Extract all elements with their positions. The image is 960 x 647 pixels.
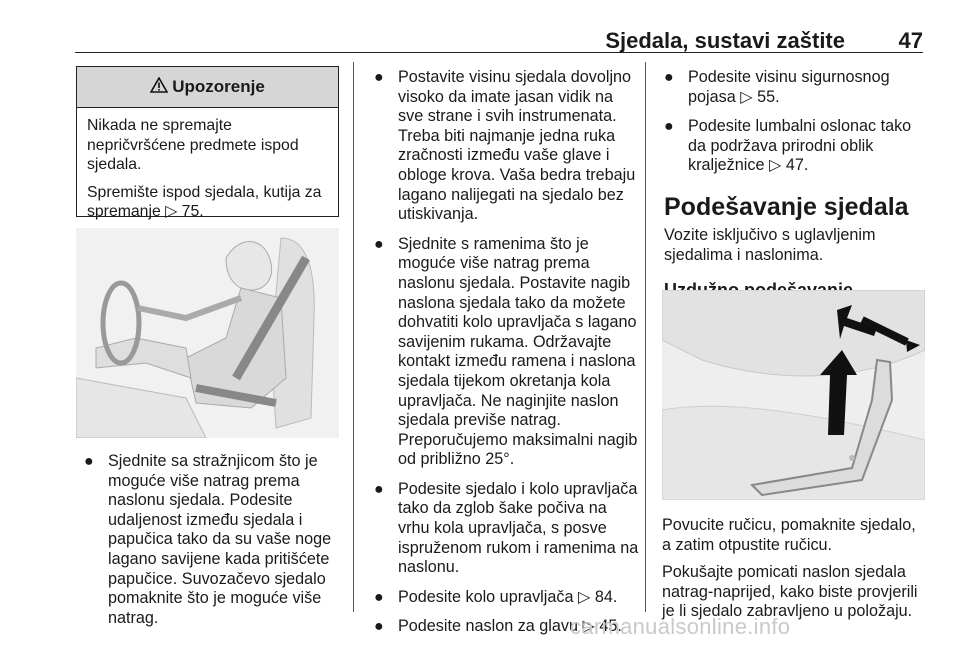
warning-header bbox=[77, 67, 338, 108]
watermark: carmanualsonline.info bbox=[570, 614, 791, 639]
list-item: ● Podesite lumbalni oslonac tako da podržava prirodni oblik kralježnice ▷ 47. bbox=[664, 117, 912, 175]
column-divider bbox=[353, 62, 354, 612]
list-item: ● Sjednite sa stražnjicom što je moguće više natrag prema naslonu sjedala. Podesite udaljenost između sjedala i papučica tako da su vaše noge lagano savijene kada pritišćete papučice. Suvozačevo sjedalo pomaknite što je moguće više natrag. bbox=[84, 452, 332, 627]
list-item: ● Sjednite s ramenima što je moguće više natrag prema naslonu sjedala. Postavite nagib naslona sjedala tako da možete dohvatiti kolo upravljača s lagano savijenim rukama. Održavajte kontakt između ramena i naslona sjedala tijekom okretanja kola upravljača. Ne naginjite naslon sjedala previše natrag. Preporučujemo maksimalni nagib od približno 25°. bbox=[374, 234, 638, 469]
bullet-list bbox=[664, 68, 926, 176]
list-item: ● Podesite sjedalo i kolo upravljača tako da zglob šake počiva na vrhu kola upravljača, s posve ispruženom rukom i ramenima na naslonu. bbox=[374, 479, 639, 577]
page-header bbox=[75, 22, 923, 53]
warning-triangle-icon bbox=[150, 77, 168, 98]
paragraph: Povucite ručicu, pomaknite sjedalo, a zatim otpustite ručicu. bbox=[662, 516, 916, 554]
seat-adjust-illustration bbox=[662, 290, 925, 500]
bullet-list bbox=[84, 452, 346, 628]
column-divider bbox=[645, 62, 646, 612]
page-number: 47 bbox=[898, 28, 923, 53]
list-item: ● Podesite kolo upravljača ▷ 84. bbox=[374, 587, 618, 606]
section-title: Podešavanje sjedala bbox=[664, 192, 909, 221]
list-item: ● Podesite visinu sigurnosnog pojasa ▷ 55. bbox=[664, 68, 890, 106]
section-intro: Vozite isključivo s uglavljenim sjedalima i naslonima. bbox=[664, 225, 876, 264]
list-item: ● Postavite visinu sjedala dovoljno visoko da imate jasan vidik na sve strane i svih instrumenata. Treba biti najmanje jedna ruka zračnosti između vaše glave i obloge krova. Vaša bedra trebaju lagano nalijegati na sjedalo bez utiskivanja. bbox=[374, 68, 636, 224]
paragraph: Pokušajte pomicati naslon sjedala natrag-naprijed, kako biste provjerili je li sjedalo zabravljeno u položaju. bbox=[662, 563, 918, 621]
column-1 bbox=[84, 452, 346, 638]
column-3-bottom bbox=[662, 516, 928, 622]
bullet-list bbox=[374, 68, 640, 637]
warning-box bbox=[76, 66, 339, 221]
warning-title: Upozorenje bbox=[172, 77, 265, 96]
warning-text: Spremište ispod sjedala, kutija za spremanje ▷ 75. bbox=[87, 183, 322, 221]
warning-text: Nikada ne spremajte nepričvršćene predmete ispod sjedala. bbox=[87, 117, 299, 174]
column-2 bbox=[374, 68, 640, 647]
list-item: ● Podesite naslon za glavu ▷ 45. bbox=[374, 617, 622, 636]
seating-position-illustration bbox=[76, 228, 339, 438]
section-header-title: Sjedala, sustavi zaštite bbox=[605, 28, 845, 53]
column-3 bbox=[664, 68, 926, 301]
